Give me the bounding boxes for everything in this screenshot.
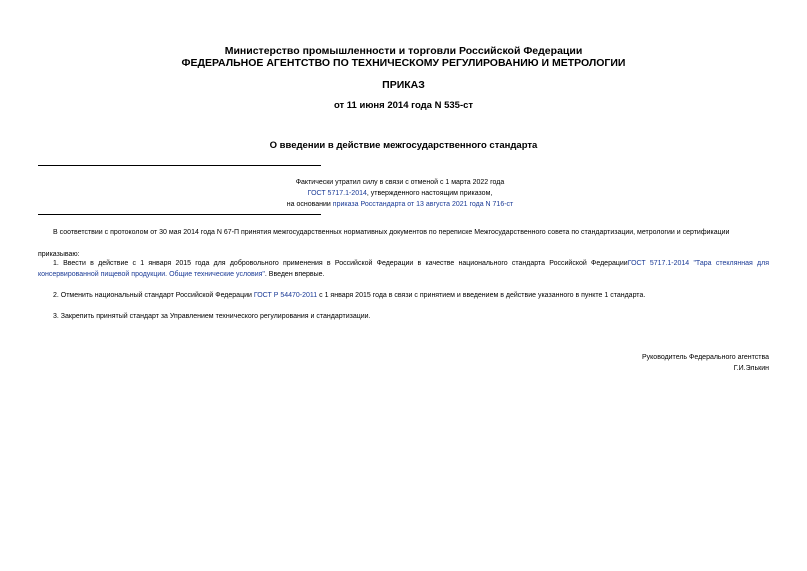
order-word: приказываю: — [38, 251, 80, 258]
item-3-paragraph: 3. Закрепить принятый стандарт за Управлением технического регулирования и стандартизации. — [53, 313, 371, 320]
ministry-title: Министерство промышленности и торговли Российской Федерации — [224, 45, 583, 57]
intro-paragraph: В соответствии с протоколом от 30 мая 2014 года N 67-П принятия межгосударственных нормативных документов по переписке Межгосударственного совета по стандартизации, метрологии и сертификации — [53, 229, 730, 236]
status-note-line-3 — [215, 199, 585, 210]
divider-top — [38, 165, 321, 166]
rosstandart-order-link[interactable]: приказа Росстандарта от 13 августа 2021 года N 716-ст — [332, 201, 514, 208]
document-date-number: от 11 июня 2014 года N 535-ст — [333, 100, 474, 111]
status-note-line-1: Фактически утратил силу в связи с отменой с 1 марта 2022 года — [295, 179, 505, 186]
agency-title: ФЕДЕРАЛЬНОЕ АГЕНТСТВО ПО ТЕХНИЧЕСКОМУ РЕГУЛИРОВАНИЮ И МЕТРОЛОГИИ — [181, 57, 626, 69]
divider-bottom — [38, 214, 321, 215]
item-1-paragraph — [38, 258, 769, 280]
status-note-line-3-prefix: на основании — [286, 201, 333, 208]
item-1-text: 1. Ввести в действие с 1 января 2015 года для добровольного применения в Российской Федерации в качестве национального стандарта Российской Федерации — [53, 260, 628, 267]
signatory-name: Г.И.Элькин — [733, 365, 769, 372]
item-1-end: . Введен впервые. — [264, 271, 325, 278]
status-note-line-2-rest: , утвержденного настоящим приказом, — [366, 190, 493, 197]
item-2-end: с 1 января 2015 года в связи с принятием и введением в действие указанного в пункте 1 стандарта. — [317, 292, 646, 299]
document-type: ПРИКАЗ — [382, 79, 425, 91]
signatory-position: Руководитель Федерального агентства — [641, 354, 769, 361]
gost-r-54470-link[interactable]: ГОСТ Р 54470-2011 — [253, 292, 318, 299]
gost-5717-standard-link[interactable]: ГОСТ 5717.1-2014 "Тара стеклянная для консервированной пищевой продукции. Общие технические условия" — [38, 260, 769, 278]
item-2-paragraph — [53, 290, 773, 301]
item-2-text: 2. Отменить национальный стандарт Российской Федерации — [53, 292, 254, 299]
gost-5717-link[interactable]: ГОСТ 5717.1-2014 — [307, 190, 367, 197]
status-note-line-2 — [215, 188, 585, 199]
document-subject: О введении в действие межгосударственного стандарта — [269, 140, 538, 151]
